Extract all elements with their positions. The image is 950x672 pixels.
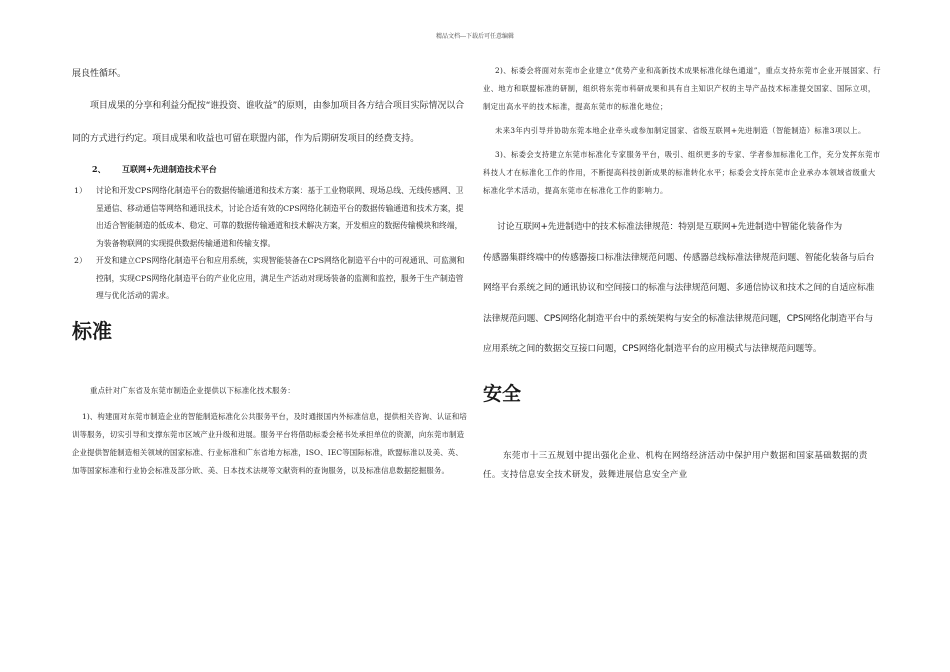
list-item-number: 2） — [74, 256, 87, 265]
legal-norms-first-line: 讨论互联网+先进制造中的技术标准法律规范：特别是互联网+先进制造中智能化装备作为 — [497, 222, 843, 232]
paragraph-legal-norms — [483, 212, 881, 365]
list-item-text: 开发和建立CPS网络化制造平台和应用系统，实现智能装备在CPS网络化制造平台中的可视通讯、可监测和控制，实现CPS网络化制造平台的产业化应用，满足生产活动对现场装备的监测和监控，服务于生产制造管理与优化活动的需求。 — [96, 256, 465, 300]
right-column — [483, 62, 881, 485]
list-item-number: 1） — [74, 186, 87, 195]
standards-body: 1)、构建面对东莞市制造企业的智能制造标准化公共服务平台，及时通报国内外标准信息，提供相关咨询、认证和培训等服务，切实引导和支撑东莞市区域产业升级和进展。服务平台将借助标委会秘书处承担单位的资源，向东莞市制造企业提供智能制造相关领域的国家标准、行业标准和广东省地方标准，ISO、IEC等国际标准，欧盟标准以及美、英、加等国家标准和行业协会标准及部分欧、美、日本技术法规等文献资料的查询服务，以及标准信息数据挖掘服务。 — [72, 411, 467, 475]
section-title-standards: 标准 — [72, 318, 112, 343]
paragraph-three-year-goal: 未来3年内引导并协助东莞本地企业牵头或参加制定国家、省级互联网+先进制造（智能制造）标准3项以上。 — [495, 126, 866, 135]
paragraph-continuation: 展良性循环。 — [72, 69, 127, 79]
section-heading-internet-plus — [92, 162, 468, 176]
list-item — [72, 252, 468, 305]
left-column — [72, 68, 468, 480]
list-item — [72, 182, 468, 252]
list-item-text: 讨论和开发CPS网络化制造平台的数据传输通道和技术方案：基于工业物联网、现场总线、无线传感网、卫星通信、移动通信等网络和通讯技术，讨论合适有效的CPS网络化制造平台的数据传输通道和技术方案，提出适合智能制造的低成本、稳定、可靠的数据传输通道和技术解决方案，开发相应的数据传输模块和终端，为装备物联网的实现提供数据传输通道和传输支撑。 — [96, 186, 464, 248]
security-body: 东莞市十三五规划中提出强化企业、机构在网络经济活动中保护用户数据和国家基础数据的责任。支持信息安全技术研发，鼓舞进展信息安全产业 — [483, 450, 868, 480]
heading-text: 互联网+先进制造技术平台 — [122, 164, 217, 174]
section-title-security: 安全 — [483, 382, 522, 405]
legal-norms-rest: 传感器集群终端中的传感器接口标准法律规范问题、传感器总线标准法律规范问题、智能化装备与后台网络平台系统之间的通讯协议和空间接口的标准与法律规范问题、多通信协议和技术之间的自适应标准法律规范问题、CPS网络化制造平台中的系统架构与安全的标准法律规范问题，CPS网络化制造平台与应用系统之间的数据交互接口问题，CPS网络化制造平台的应用模式与法律规范问题等。 — [483, 252, 875, 354]
paragraph-expert-platform: 3)、标委会支持建立东莞市标准化专家服务平台，吸引、组织更多的专家、学者参加标准化工作，充分发挥东莞市科技人才在标准化工作的作用，不断提高科技创新成果的标准转化水平；标委会支持东莞市企业承办本领域省级重大标准化学术活动，提高东莞市在标准化工作的影响力。 — [483, 150, 881, 195]
heading-number: 2、 — [92, 164, 106, 174]
standards-intro: 重点针对广东省及东莞市制造企业提供以下标准化技术服务： — [90, 385, 295, 395]
page-header: 精品文档---下载后可任意编辑 — [435, 33, 515, 40]
numbered-list — [72, 182, 468, 305]
paragraph-green-channel: 2)、标委会将面对东莞市企业建立“优势产业和高新技术成果标准化绿色通道”，重点支持东莞市企业开展国家、行业、地方和联盟标准的研制，组织将东莞市科研成果和具有自主知识产权的主导产品技术标准提交国家、国际立项，制定出高水平的技术标准，提高东莞市的标准化地位； — [483, 66, 881, 111]
paragraph-benefit-sharing: 项目成果的分享和利益分配按“谁投资、谁收益”的原则，由参加项目各方结合项目实际情况以合同的方式进行约定。项目成果和收益也可留在联盟内部，作为后期研发项目的经费支持。 — [72, 101, 465, 144]
